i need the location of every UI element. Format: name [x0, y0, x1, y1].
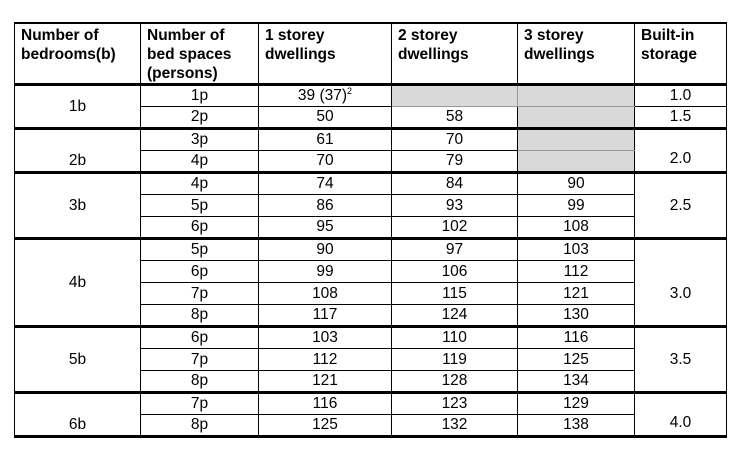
header-bedrooms — [15, 23, 141, 85]
three-storey-unavailable-cell — [518, 85, 635, 107]
space-standards-table-container — [14, 22, 726, 438]
persons-cell: 7p — [141, 393, 259, 415]
header-bedrooms-line2: bedrooms(b) — [21, 46, 116, 63]
persons-cell: 6p — [141, 217, 259, 239]
persons-cell: 5p — [141, 239, 259, 261]
one-storey-cell: 70 — [259, 151, 392, 173]
header-two-storey-line2: dwellings — [398, 46, 469, 63]
three-storey-cell: 108 — [518, 217, 635, 239]
bedrooms-cell-4b: 4b — [15, 239, 141, 327]
storage-cell: 2.5 — [635, 173, 727, 239]
storage-cell: 3.0 — [635, 239, 727, 327]
three-storey-cell: 125 — [518, 349, 635, 371]
persons-cell: 5p — [141, 195, 259, 217]
header-two-storey — [392, 23, 518, 85]
two-storey-cell: 93 — [392, 195, 518, 217]
storage-cell: 1.0 — [635, 85, 727, 107]
two-storey-cell: 84 — [392, 173, 518, 195]
bedrooms-cell-6b: 6b — [15, 393, 141, 437]
table-row — [15, 173, 727, 195]
bedrooms-cell-2b: 2b — [15, 129, 141, 173]
two-storey-unavailable-cell — [392, 85, 518, 107]
bedrooms-cell-1b: 1b — [15, 85, 141, 129]
header-three-storey-line2: dwellings — [524, 46, 595, 63]
storage-cell: 2.0 — [635, 129, 727, 173]
two-storey-cell: 123 — [392, 393, 518, 415]
persons-cell: 2p — [141, 107, 259, 129]
one-storey-cell: 103 — [259, 327, 392, 349]
two-storey-cell: 106 — [392, 261, 518, 283]
storage-cell: 4.0 — [635, 393, 727, 437]
table-row — [15, 239, 727, 261]
one-storey-cell: 117 — [259, 305, 392, 327]
space-standards-table — [14, 22, 727, 438]
one-storey-cell: 99 — [259, 261, 392, 283]
persons-cell: 8p — [141, 415, 259, 437]
header-three-storey-line1: 3 storey — [524, 27, 584, 44]
two-storey-cell: 79 — [392, 151, 518, 173]
storage-cell: 3.5 — [635, 327, 727, 393]
three-storey-unavailable-cell — [518, 107, 635, 129]
two-storey-cell: 97 — [392, 239, 518, 261]
persons-cell: 6p — [141, 261, 259, 283]
table-row — [15, 129, 727, 151]
bedrooms-cell-3b: 3b — [15, 173, 141, 239]
persons-cell: 3p — [141, 129, 259, 151]
one-storey-value: 39 (37) — [297, 87, 348, 104]
storage-cell: 1.5 — [635, 107, 727, 129]
header-storage-line1: Built-in — [641, 27, 695, 44]
one-storey-cell: 61 — [259, 129, 392, 151]
three-storey-cell: 90 — [518, 173, 635, 195]
persons-cell: 7p — [141, 349, 259, 371]
one-storey-cell: 86 — [259, 195, 392, 217]
one-storey-cell: 116 — [259, 393, 392, 415]
persons-cell: 1p — [141, 85, 259, 107]
bedrooms-cell-5b: 5b — [15, 327, 141, 393]
two-storey-cell: 128 — [392, 371, 518, 393]
one-storey-cell: 121 — [259, 371, 392, 393]
header-one-storey-line1: 1 storey — [265, 27, 325, 44]
header-three-storey — [518, 23, 635, 85]
one-storey-cell: 95 — [259, 217, 392, 239]
persons-cell: 4p — [141, 173, 259, 195]
two-storey-cell: 124 — [392, 305, 518, 327]
three-storey-cell: 99 — [518, 195, 635, 217]
three-storey-cell: 130 — [518, 305, 635, 327]
two-storey-cell: 110 — [392, 327, 518, 349]
table-row — [15, 85, 727, 107]
persons-cell: 4p — [141, 151, 259, 173]
two-storey-cell: 58 — [392, 107, 518, 129]
three-storey-cell: 134 — [518, 371, 635, 393]
three-storey-cell: 138 — [518, 415, 635, 437]
three-storey-cell: 116 — [518, 327, 635, 349]
three-storey-cell: 121 — [518, 283, 635, 305]
header-bed-spaces-line1: Number of — [147, 27, 225, 44]
header-built-in-storage — [635, 23, 727, 85]
table-row — [15, 327, 727, 349]
persons-cell: 6p — [141, 327, 259, 349]
header-one-storey — [259, 23, 392, 85]
header-bed-spaces-line2: bed spaces — [147, 46, 232, 63]
three-storey-cell: 112 — [518, 261, 635, 283]
table-header-row — [15, 23, 727, 85]
two-storey-cell: 132 — [392, 415, 518, 437]
one-storey-cell: 50 — [259, 107, 392, 129]
header-bed-spaces — [141, 23, 259, 85]
three-storey-cell: 129 — [518, 393, 635, 415]
one-storey-cell: 74 — [259, 173, 392, 195]
two-storey-cell: 102 — [392, 217, 518, 239]
three-storey-unavailable-cell — [518, 129, 635, 151]
two-storey-cell: 115 — [392, 283, 518, 305]
persons-cell: 7p — [141, 283, 259, 305]
header-bed-spaces-line3: (persons) — [147, 65, 218, 82]
header-storage-line2: storage — [641, 46, 697, 63]
one-storey-cell: 108 — [259, 283, 392, 305]
three-storey-cell: 103 — [518, 239, 635, 261]
table-row — [15, 393, 727, 415]
two-storey-cell: 119 — [392, 349, 518, 371]
header-two-storey-line1: 2 storey — [398, 27, 458, 44]
one-storey-cell: 90 — [259, 239, 392, 261]
one-storey-cell: 112 — [259, 349, 392, 371]
two-storey-cell: 70 — [392, 129, 518, 151]
footnote-marker: 2 — [347, 86, 353, 96]
header-bedrooms-line1: Number of — [21, 27, 99, 44]
three-storey-unavailable-cell — [518, 151, 635, 173]
persons-cell: 8p — [141, 305, 259, 327]
one-storey-cell — [259, 85, 392, 107]
header-one-storey-line2: dwellings — [265, 46, 336, 63]
one-storey-cell: 125 — [259, 415, 392, 437]
persons-cell: 8p — [141, 371, 259, 393]
